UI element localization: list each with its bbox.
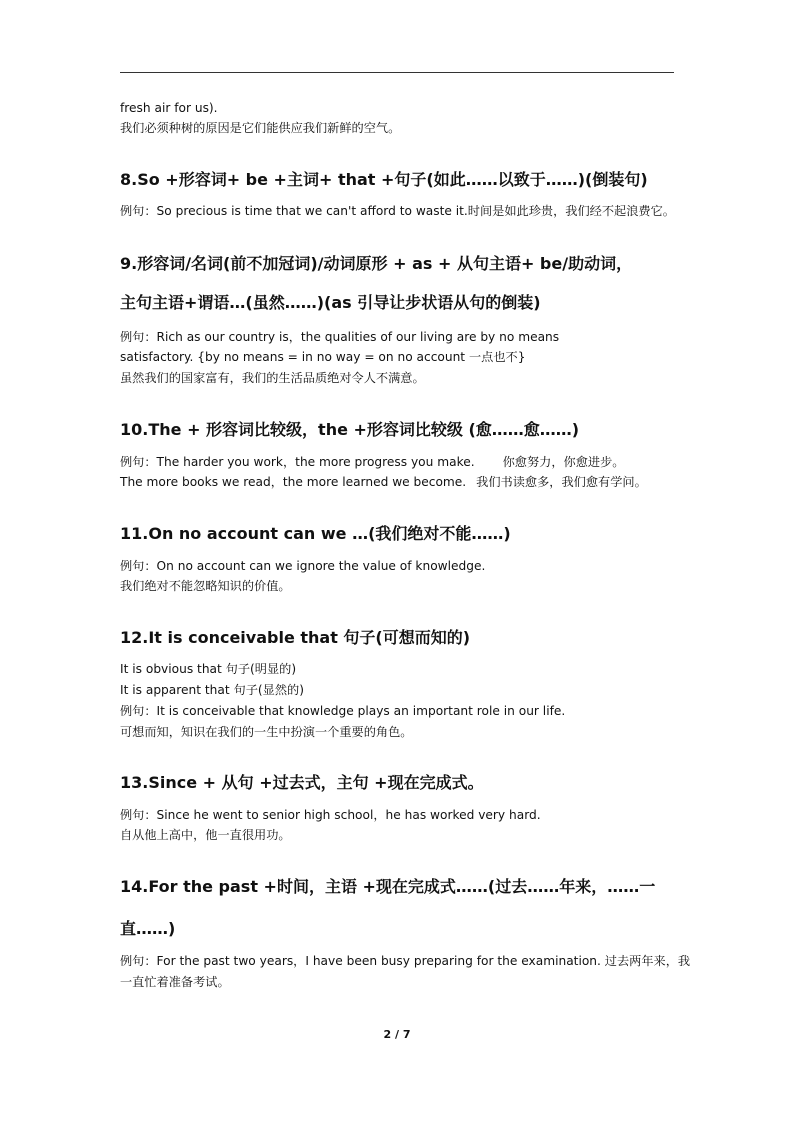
section-heading-10: 10.The + 形容词比较级，the +形容词比较级 (愈……愈……)	[120, 420, 580, 439]
example-line: 可想而知，知识在我们的一生中扮演一个重要的角色。	[120, 725, 413, 739]
section-heading-8: 8.So +形容词+ be +主词+ that +句子(如此……以致于……)(倒装句)	[120, 170, 648, 189]
example-line	[120, 474, 647, 490]
section-heading-11: 11.On no account can we …(我们绝对不能……)	[120, 524, 511, 543]
example-en: The more books we read，the more learned we become.	[120, 475, 467, 489]
example-line: 例句：Since he went to senior high school，he has worked very hard.	[120, 808, 541, 822]
example-line: 例句：On no account can we ignore the value of knowledge.	[120, 559, 486, 573]
section-heading-9-cont: 主句主语+谓语…(虽然……)(as 引导让步状语从句的倒装)	[120, 293, 541, 312]
example-line: 例句：It is conceivable that knowledge plays an important role in our life.	[120, 704, 566, 718]
example-cn: 你愈努力，你愈进步。	[502, 455, 625, 469]
example-en: 例句：The harder you work，the more progress you make.	[120, 455, 475, 469]
example-line: 例句：Rich as our country is，the qualities of our living are by no means	[120, 330, 560, 344]
example-line: 一直忙着准备考试。	[120, 975, 230, 989]
section-heading-14: 14.For the past +时间，主语 +现在完成式……(过去……年来，……一	[120, 877, 656, 896]
section-heading-9: 9.形容词/名词(前不加冠词)/动词原形 + as + 从句主语+ be/助动词，	[120, 254, 633, 273]
section-heading-12: 12.It is conceivable that 句子(可想而知的)	[120, 628, 471, 647]
section-heading-13: 13.Since + 从句 +过去式，主句 +现在完成式。	[120, 773, 484, 792]
example-line: It is apparent that 句子(显然的)	[120, 683, 304, 697]
example-cn: 我们书读愈多，我们愈有学问。	[476, 475, 647, 489]
example-line: satisfactory. {by no means = in no way = on no account 一点也不}	[120, 350, 526, 364]
example-line: 虽然我们的国家富有，我们的生活品质绝对令人不满意。	[120, 371, 425, 385]
example-line: 例句：For the past two years，I have been busy preparing for the examination. 过去两年来，我	[120, 954, 691, 968]
text-line: fresh air for us).	[120, 101, 218, 115]
text-line: 我们必须种树的原因是它们能供应我们新鲜的空气。	[120, 121, 401, 135]
header-rule	[120, 72, 674, 73]
example-line: 我们绝对不能忽略知识的价值。	[120, 579, 291, 593]
page-number: 2 / 7	[383, 1028, 411, 1041]
example-line	[120, 454, 624, 470]
example-line: 自从他上高中，他一直很用功。	[120, 828, 291, 842]
section-heading-14-cont: 直……)	[120, 919, 176, 938]
example-line: 例句：So precious is time that we can't afford to waste it.时间是如此珍贵，我们经不起浪费它。	[120, 204, 675, 218]
example-line: It is obvious that 句子(明显的)	[120, 662, 297, 676]
